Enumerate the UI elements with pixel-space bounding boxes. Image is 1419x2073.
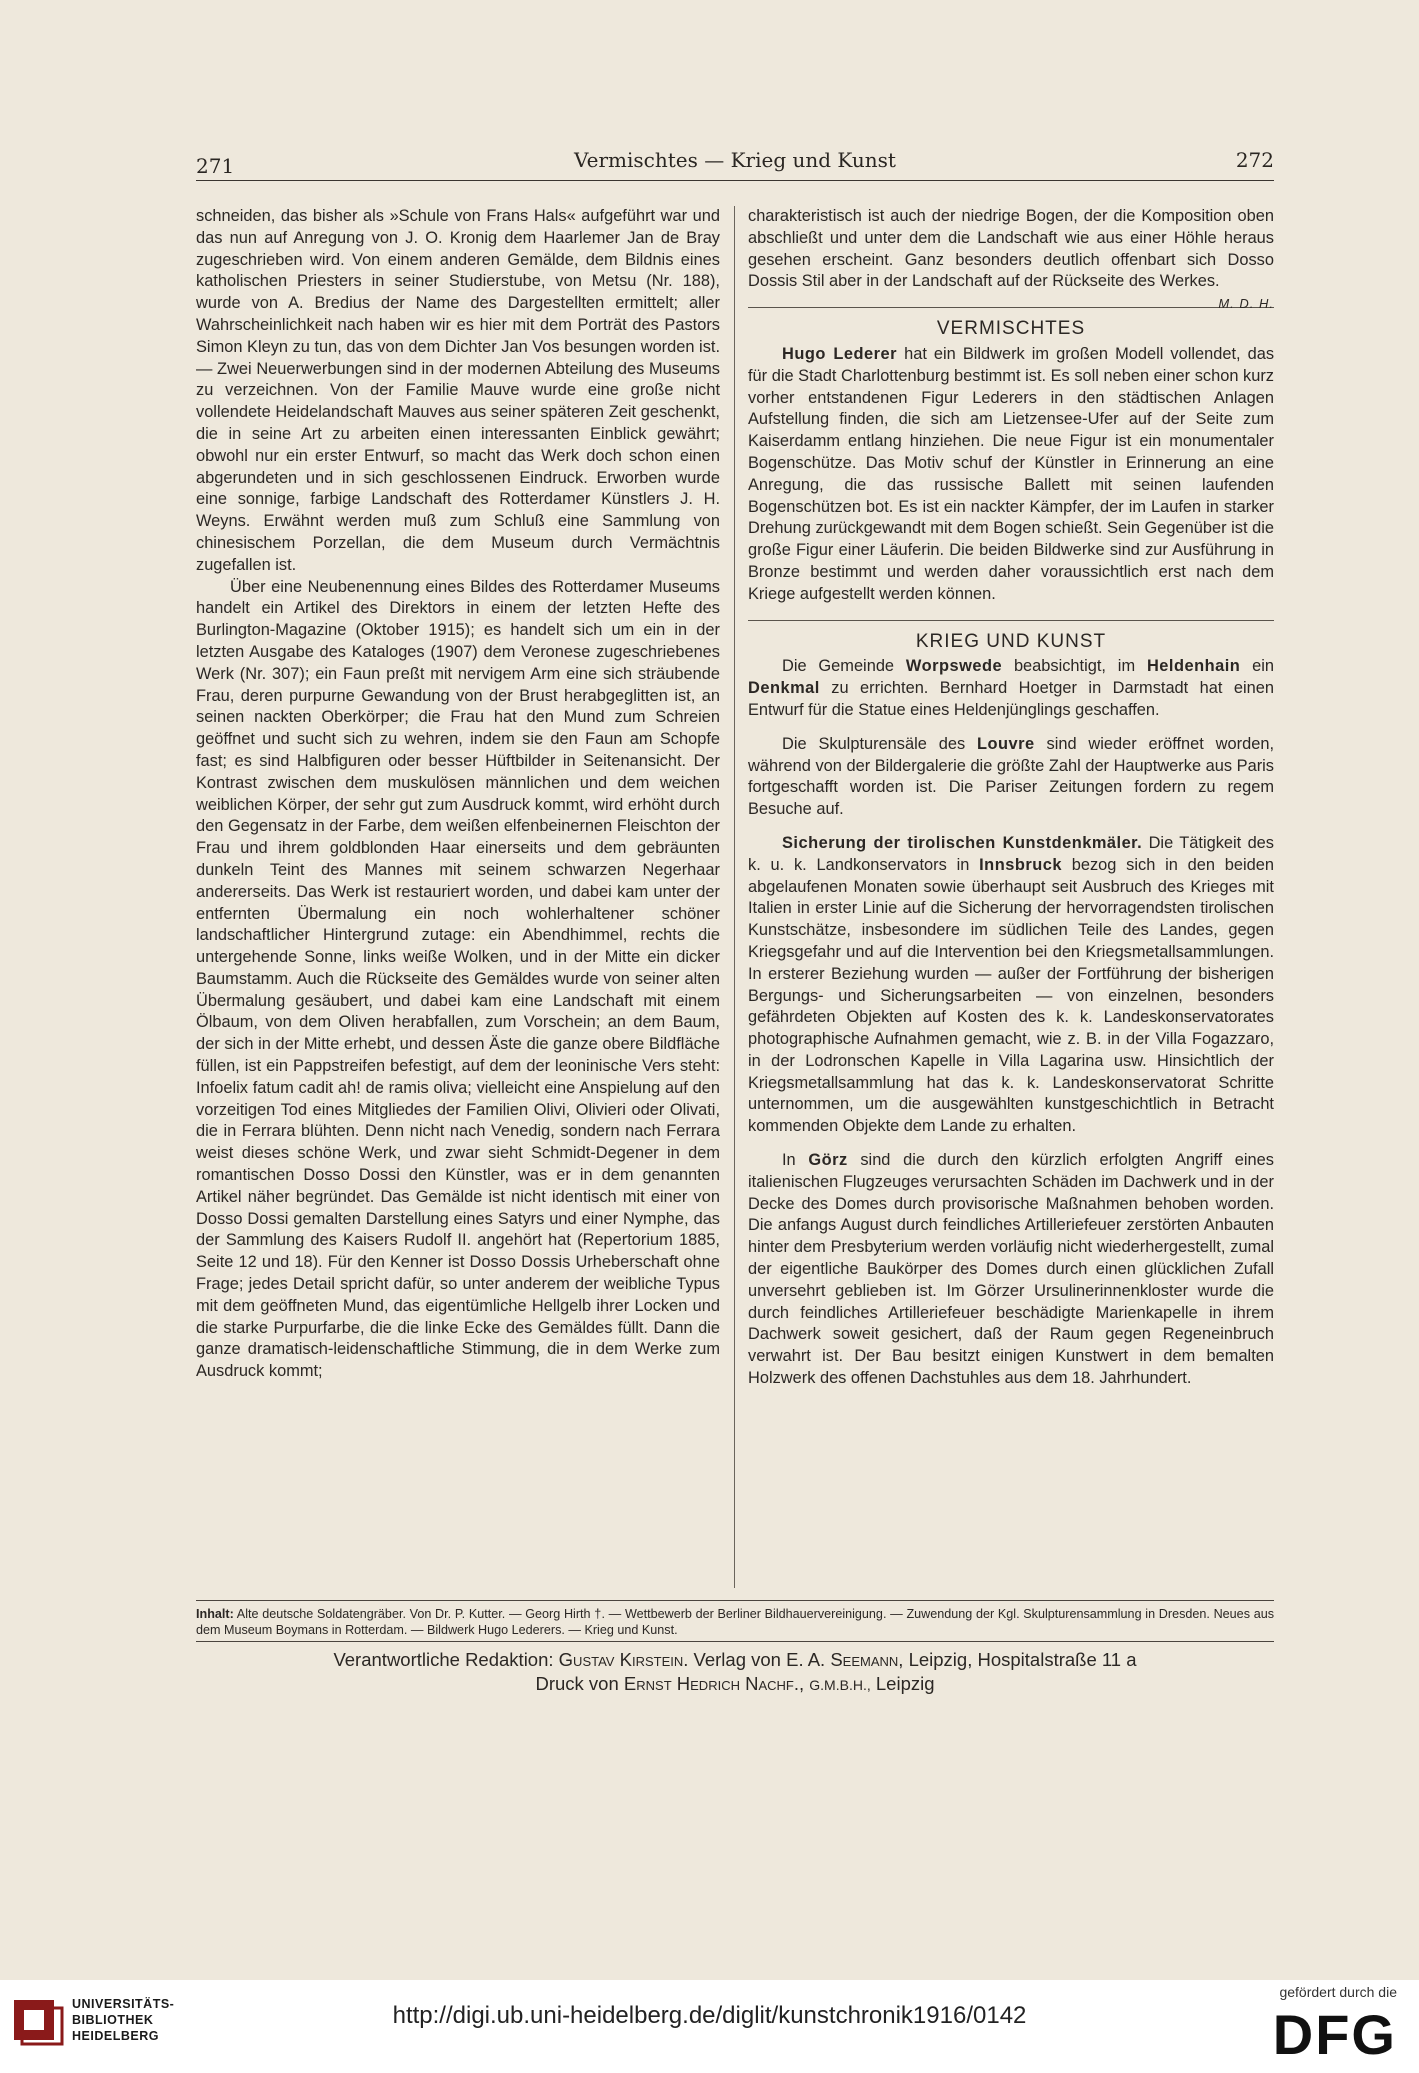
contents-label: Inhalt: [196, 1607, 234, 1621]
k2-post: sind wieder eröffnet worden, während von der Bildergalerie die größte Zahl der Hauptwerke aus Paris fortgeschafft worden ist. Die Pariser Zeitungen fordern zu regem Besuche auf. [748, 734, 1274, 819]
running-title: Vermischtes — Krieg und Kunst [574, 148, 896, 172]
imprint-gmbh: G.M.B.H., [809, 1677, 871, 1693]
spacer-2 [748, 821, 1274, 833]
library-line-1: UNIVERSITÄTS- [72, 1997, 175, 2011]
k4-pre: In [782, 1151, 796, 1170]
right-paragraph-1-text: charakteristisch ist auch der niedrige Bogen, der die Komposition oben abschließt und unter dem die Landschaft wie aus einer Höhle heraus gesehen erscheint. Ganz besonders deutlich offenbart sich Dosso Dossis Stil aber in der Landschaft auf der Rückseite des Werkes. [748, 207, 1274, 291]
place-innsbruck: Innsbruck [979, 855, 1062, 874]
name-lederer: Hugo Lederer [782, 344, 898, 363]
imprint-editor-label: Verantwortliche Redaktion: [333, 1649, 554, 1670]
running-head [196, 148, 1274, 178]
k3-pre: Die Tätigkeit des k. u. k. Landkonservators in [748, 833, 1274, 874]
imprint-line-2 [196, 1672, 1274, 1697]
page-number-right: 272 [1235, 148, 1274, 172]
contents-rule-top [196, 1600, 1274, 1601]
header-rule [196, 180, 1274, 181]
krieg-paragraph-3 [748, 833, 1274, 1138]
column-divider [734, 206, 735, 1588]
spacer [748, 722, 1274, 734]
dfg-logo[interactable]: DFG [1272, 2003, 1397, 2066]
imprint-line-1 [196, 1648, 1274, 1672]
viewer-footer [0, 1980, 1419, 2073]
spacer-3 [748, 1138, 1274, 1150]
place-goerz: Görz [808, 1151, 848, 1170]
right-column [748, 206, 1274, 1590]
author-signature: M. D. H. [1218, 296, 1274, 312]
term-denkmal: Denkmal [748, 679, 820, 698]
section-title-vermischtes: VERMISCHTES [936, 318, 1086, 340]
imprint-editor: Gustav Kirstein. [558, 1649, 689, 1670]
k1-mid2: ein [1252, 657, 1274, 676]
imprint-publisher-label: Verlag von [693, 1649, 781, 1670]
imprint-printer-label: Druck von [535, 1673, 619, 1694]
left-paragraph-2: Über eine Neubenennung eines Bildes des Rotterdamer Museums handelt ein Artikel des Direktors in einem der letzten Hefte des Burlington-Magazine (Oktober 1915); es handelt sich um ein in der letzten Ausgabe des Kataloges (1907) dem Veronese zugeschriebenes Werk (Nr. 307); ein Faun preßt mit nervigem Arm eine sich sträubende Frau, deren purpurne Gewandung von der Brust herabgeglitten ist, an seinen nackten Oberkörper; die Frau hat den Mund zum Schreien geöffnet und sucht sich zu wehren, indem sie den Faun am Schopfe fast; es sind Halbfiguren oder besser Hüftbilder in Seitenansicht. Der Kontrast zwischen dem muskulösen männlichen und dem weichen weiblichen Körper, der sehr gut zum Ausdruck kommt, wird erhöht durch den Gegensatz in der Farbe, dem weißen elfenbeinernen Fleischton der Frau und ihrem goldblonden Haar einerseits und dem gebräunten dunkeln Teint des Mannes mit seinem schwarzen Negerhaar andererseits. Das Werk ist restauriert worden, und dabei kam unter der entfernten Übermalung ein noch wohlerhaltener schöner landschaftlicher Hintergrund zutage: ein Abendhimmel, rechts die untergehende Sonne, links weiße Wolken, und in der Mitte ein dicker Baumstamm. Auch die Rückseite des Gemäldes wurde von seiner alten Übermalung gesäubert, und dabei kam eine Landschaft mit einem Ölbaum, von dem Oliven herabfallen, zum Vorschein; an dem Baum, der sich in der Mitte erhebt, und dessen Äste die ganze obere Bildfläche füllen, ist ein Pappstreifen befestigt, auf dem der leoninische Vers steht: Infoelix fatum cadit ah! de ramis oliva; vielleicht eine Anspielung auf den vorzeitigen Tod eines Mitgliedes der Familien Olivi, Olivieri oder Olivati, die in Ferrara blühten. Denn nicht nach Venedig, sondern nach Ferrara weist dieses schöne Werk, und zwar sieht Schmidt-Degener in dem romantischen Dosso Dossi den Künstler, was er in dem genannten Artikel näher begründet. Das Gemälde ist nicht identisch mit einer von Dosso Dossi gemalten Darstellung eines Satyrs und einer Nymphe, das der Sammlung des Kaisers Rudolf II. angehört hat (Repertorium 1885, Seite 12 und 18). Für den Kenner ist Dosso Dossis Urheberschaft ohne Frage; jedes Detail spricht dafür, so unter anderem der weibliche Typus mit dem geöffneten Mund, das eigentümliche Hellgelb ihrer Locken und die starke Purpurfarbe, die die linke Ecke des Gemäldes füllt. Dann die ganze dramatisch-leidenschaftliche Stimmung, die in dem Werke zum Ausdruck kommt; [196, 577, 720, 1381]
k4-post: sind die durch den kürzlich erfolgten Angriff eines italienischen Flugzeuges verursachten Schäden im Dachwerk und in der Decke des Domes durch provisorische Maßnahmen behoben worden. Die anfangs August durch feindliches Artilleriefeuer zerstörten Anbauten hinter dem Presbyterium werden vorläufig nicht wiederhergestellt, zumal der eigentliche Baukörper des Domes durch einen glücklichen Zufall unversehrt geblieben ist. Im Görzer Ursulinerinnenkloster wurde die durch feindliches Artilleriefeuer beschädigte Marienkapelle in ihrem Dachwerk soweit gesichert, daß der Raum gegen Regeneinbruch verwahrt ist. Der Bau besitzt einigen Kunstwert in dem bemalten Holzwerk des offenen Dachstuhles aus dem 18. Jahrhundert. [748, 1151, 1274, 1388]
page-number-left: 271 [196, 154, 235, 178]
place-worpswede: Worpswede [905, 657, 1003, 676]
vermischtes-paragraph [748, 344, 1274, 606]
k1-post: zu errichten. Bernhard Hoetger in Darmstadt hat einen Entwurf für die Statue eines Heldenjünglings geschaffen. [748, 679, 1274, 719]
krieg-paragraph-1 [748, 656, 1274, 721]
section-rule-2 [748, 620, 1274, 621]
krieg-paragraph-2 [748, 734, 1274, 821]
imprint [196, 1648, 1274, 1697]
k3-post: bezog sich in den beiden abgelaufenen Monaten sowie überhaupt seit Ausbruch des Krieges mit Italien in erster Linie auf die Sicherung der hervorragendsten tirolischen Kunstschätze, insbesondere im südlichen Teile des Landes, gegen Kriegsgefahr und auf die Intervention bei den Kriegsmetallsammlungen. In ersterer Beziehung wurden — außer der Fortführung der bisherigen Bergungs- und Sicherungsarbeiten — von einzelnen, besonders gefährdeten Objekten auf Kosten des k. k. Landeskonservatorates photographische Aufnahmen gemacht, wie z. B. in der Villa Fogazzaro, in der Lodronschen Kapelle in Villa Lagarina usw. Hinsichtlich der Kriegsmetallsammlung hat das k. k. Landeskonservatorat Schritte unternommen, um die ausgewählten kunstgeschichtlich in Betracht kommenden Objekte dem Lande zu erhalten. [748, 855, 1274, 1136]
contents-rule-bottom [196, 1641, 1274, 1642]
section-rule [748, 307, 1274, 308]
section-title-krieg-und-kunst: KRIEG UND KUNST [915, 630, 1107, 652]
funding-note: gefördert durch die [1279, 1984, 1397, 2000]
k2-pre: Die Skulpturensäle des [782, 734, 966, 753]
imprint-publisher: E. A. Seemann, [786, 1649, 904, 1670]
heading-tirol: Sicherung der tirolischen Kunstdenkmäler. [782, 833, 1143, 852]
contents-text: Alte deutsche Soldatengräber. Von Dr. P. Kutter. — Georg Hirth †. — Wettbewerb der Berliner Bildhauervereinigung. — Zuwendung der Kgl. Skulpturensammlung in Dresden. Neues aus dem Museum Boymans in Rotterdam. — Bildwerk Hugo Lederers. — Krieg und Kunst. [196, 1607, 1274, 1637]
library-line-2: BIBLIOTHEK [72, 2013, 154, 2027]
imprint-address: Leipzig, Hospitalstraße 11 a [908, 1649, 1137, 1670]
place-louvre: Louvre [977, 734, 1035, 753]
left-column [196, 206, 720, 1590]
term-heldenhain: Heldenhain [1146, 657, 1241, 676]
imprint-printer: Ernst Hedrich Nachf., [623, 1673, 805, 1694]
table-of-contents [196, 1606, 1274, 1638]
permalink-url[interactable]: http://digi.ub.uni-heidelberg.de/diglit/kunstchronik1916/0142 [392, 2002, 1027, 2029]
right-paragraph-1 [748, 206, 1274, 312]
left-paragraph-1: schneiden, das bisher als »Schule von Frans Hals« aufgeführt war und das nun auf Anregung von J. O. Kronig dem Haarlemer Jan de Bray zugeschrieben wird. Von einem anderen Gemälde, dem Bildnis eines katholischen Priesters in seiner Studierstube, von Metsu (Nr. 188), wurde von A. Bredius der Name des Dargestellten ermittelt; aller Wahrscheinlichkeit nach haben wir es hier mit dem Porträt des Pastors Simon Kleyn zu tun, das von dem Dichter Jan Vos besungen worden ist. — Zwei Neuerwerbungen sind in der modernen Abteilung des Museums zu verzeichnen. Von der Familie Mauve wurde eine große nicht vollendete Heidelandschaft Mauves aus seiner späteren Zeit geschenkt, die in seine Art zu arbeiten einen interessanten Einblick gewährt; obwohl nur ein erster Entwurf, so macht das Werk doch schon einen abgerundeten und in sich geschlossenen Eindruck. Erworben wurde eine sonnige, farbige Landschaft des Rotterdamer Künstlers J. H. Weyns. Erwähnt werden muß zum Schluß eine Sammlung von chinesischem Porzellan, die dem Museum durch Vermächtnis zugefallen ist. [196, 207, 720, 574]
k1-mid: beabsichtigt, im [1013, 657, 1136, 676]
k1-pre: Die Gemeinde [782, 657, 895, 676]
vermischtes-text: hat ein Bildwerk im großen Modell vollendet, das für die Stadt Charlottenburg bestimmt ist. Es soll neben einer schon kurz vorher entstandenen Figur Lederers in den städtischen Anlagen Aufstellung finden, die sich am Lietzensee-Ufer auf der Seite zum Kaiserdamm entlang hinziehen. Die neue Figur ist ein monumentaler Bogenschütze. Das Motiv schuf der Künstler in Erinnerung an eine Anregung, die das russische Ballett mit seinen laufenden Bogenschützen bot. Es ist ein nackter Kämpfer, der im Laufen in starker Drehung zurückgewandt mit dem Bogen schießt. Sein Gegenüber ist die große Figur einer Läuferin. Die beiden Bildwerke sind zur Ausführung in Bronze bestimmt und werden daher voraussichtlich erst nach dem Kriege aufgestellt werden können. [748, 344, 1274, 603]
library-line-3: HEIDELBERG [72, 2029, 159, 2043]
krieg-paragraph-4 [748, 1150, 1274, 1390]
imprint-city: Leipzig [875, 1673, 935, 1694]
